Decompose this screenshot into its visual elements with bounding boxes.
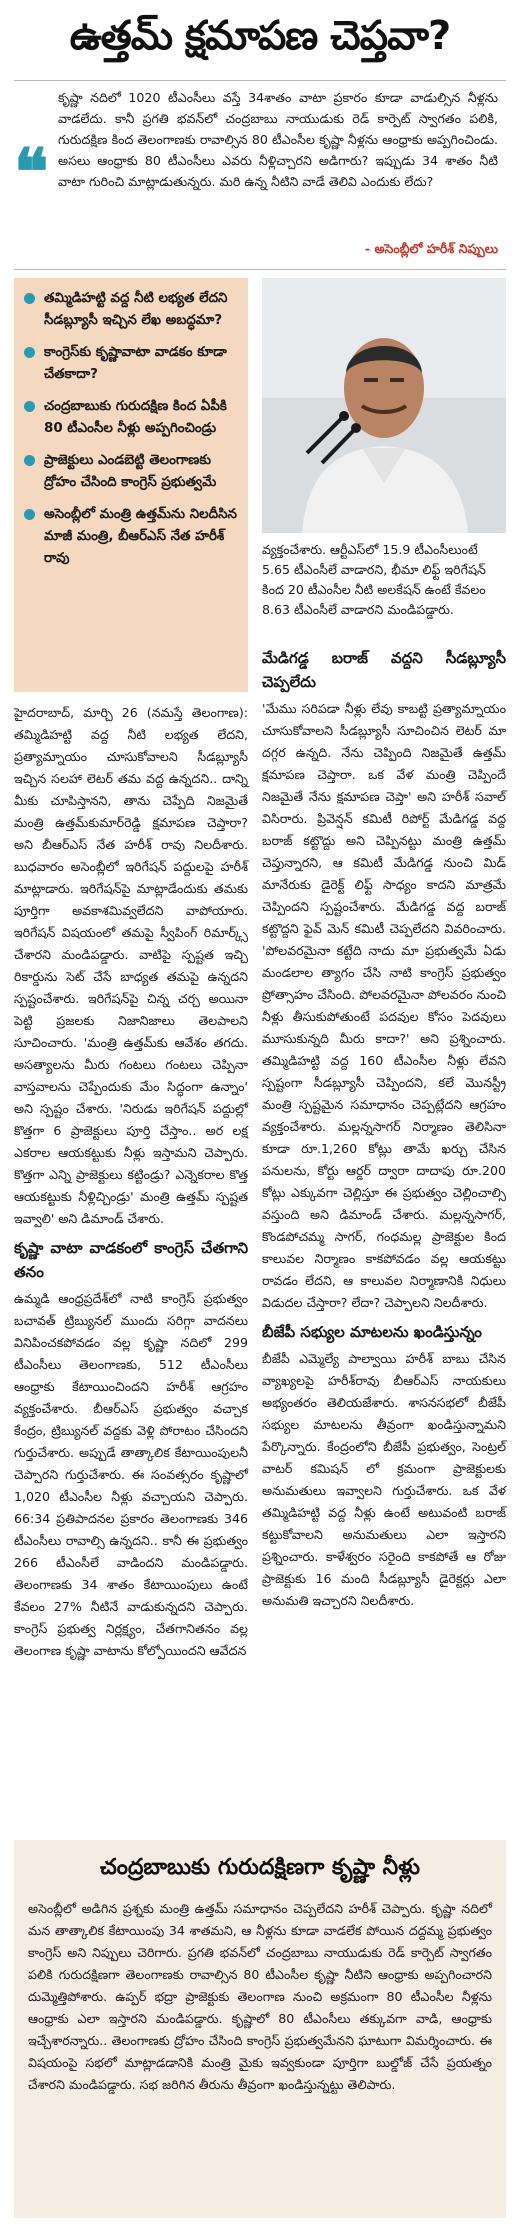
bottom-box-text: అసెంబ్లీలో అడిగిన ప్రశ్నకు మంత్రి ఉత్తమ్ సమాధానం చెప్పలేదని హరీశ్ చెప్పారు. కృష్ణా నదిలో మన తాత్కాలిక కేటాయింపు 34 శాతమని, ఆ నీళ్లను కూడా వాడలేక పోయిన దద్దమ్మ ప్రభుత్వం కాంగ్రెస్ అని నిప్పులు చెరిగారు. ప్రగతి భవన్‌లో చంద్రబాబు నాయుడుకు రెడ్ కార్పెట్ స్వాగతం పలికి గురుదక్షిణగా తెలంగాణకు రావాల్సిన 80 టీఎంసీల కృష్ణా నీటిని ఆంధ్రాకు అప్పగించారని దుమ్మెత్తిపోశారు. ఉప్పర్ భద్రా ప్రాజెక్టుకు తెలంగాణ నుంచి అక్రమంగా 80 టీఎంసీల నీళ్లను ఆంధ్రాకు ఎలా ఇస్తారని మండిపడ్డారు. కృష్ణాలో 80 టీఎంసీలు తక్కువగా వాడి, ఆంధ్రాకు ఇచ్చేశారన్నారు.. తెలంగాణకు ద్రోహం చేసింది కాంగ్రెస్ ప్రభుత్వమేనని ఘాటుగా విమర్శించారు. ఈ విషయంపై సభలో మాట్లాడడానికి మంత్రి మైకు ఇవ్వకుండా పూర్తిగా బుల్డోజ్ చేసే ప్రయత్నం చేశారని మండిపడ్డారు. సభ జరిగిన తీరును తీవ్రంగా ఖండిస్తున్నట్టు తెలిపారు. [28,1901,492,2092]
left-column [14,702,248,1662]
highlight-item [14,342,248,386]
bullet-icon [24,347,35,358]
headline: ఉత్తమ్ క్షమాపణ చెప్తవా? [69,13,451,59]
bottom-box-title: చంద్రబాబుకు గురుదక్షిణగా కృష్ణా నీళ్లు [99,1855,421,1880]
quote-attribution: - అసెంబ్లీలో హరీశ్ నిప్పులు [364,241,498,256]
highlight-item [14,288,248,332]
quote-text: కృష్ణా నదిలో 1020 టీఎంసీలు వస్తే 34శాతం వాటా ప్రకారం కూడా వాడుల్సిన నీళ్లను వాడలేదు. కానీ ప్రగతి భవన్‌లో చంద్రబాబు నాయుడుకు రెడ్ కార్పెట్ స్వాగతం పలికి, గురుదక్షిణ కింద తెలంగాణకు రావాల్సిన 80 టీఎంసీల కృష్ణా నీళ్లను ఆంధ్రాకు అప్పగించిండు. అసలు ఆంధ్రాకు 80 టీఎంసీలు ఎవరు నీళ్లిచ్చారని అడిగారు? ఇప్పుడు 34 శాతం నీటి వాటా గురించి మాట్లాడుతున్నరు. మరి ఉన్న నీటిని వాడే తెలివి ఎందుకు లేదు? [58,90,498,189]
subheading: బీజేపీ సభ్యుల మాటలను ఖండిస్తున్నం [262,1323,482,1341]
highlight-item [14,396,248,440]
highlight-item [14,504,248,570]
quote-box [14,80,506,270]
highlight-text: చంద్రబాబుకు గురుదక్షిణ కింద ఏపీకి 80 టీఎంసీల నీళ్లు అప్పగించిండ్రు [44,399,227,436]
highlight-item [14,450,248,494]
highlight-text: తమ్మిడిహట్టి వద్ద నీటి లభ్యత లేదని సీడబ్ల్యూసీ ఇచ్చిన లేఖ అబద్ధమా? [44,291,228,328]
body-paragraph: ఉమ్మడి ఆంధ్రప్రదేశ్‌లో నాటి కాంగ్రెస్ ప్రభుత్వం బచావత్ ట్రిబ్యునల్ ముందు సరిగ్గా వాదనలు వినిపించకపోవడం వల్ల కృష్ణా నదిలో 299 టీఎంసీలు తెలంగాణకు, 512 టీఎంసీలు ఆంధ్రాకు కేటాయించిందని హరీశ్ ఆగ్రహం వ్యక్తంచేశారు. బీఆర్ఎస్ ప్రభుత్వం వచ్చాక కేంద్రం, ట్రిబ్యునల్ వద్దకు వెళ్లి పోరాటం చేసిందని గుర్తుచేశారు. అప్పుడే తాత్కాలిక కేటాయింపులనీ చెప్పారని గుర్తుచేశారు. ఈ సంవత్సరం కృష్ణాలో 1,020 టీఎంసీల నీళ్లు వచ్చాయని చెప్పారు. 66:34 ప్రతిపాదనల ప్రకారం తెలంగాణకు 346 టీఎంసీలు రావాల్సి ఉన్నదని.. కానీ ఈ ప్రభుత్వం 266 టీఎంసీలే వాడిందని మండిపడ్డారు. తెలంగాణకు 34 శాతం కేటాయింపులు ఉంటే కేవలం 27% నీటినే వాడుకున్నదని చెప్పారు. కాంగ్రెస్ ప్రభుత్వ నిర్లక్ష్యం, చేతగానితనం వల్ల తెలంగాణ కృష్ణా వాటాను కోల్పోయిందని ఆవేదన [14,1291,248,1658]
speaker-photo [262,278,506,533]
bullet-icon [24,455,35,466]
subheading: మేడిగడ్డ బరాజ్ వద్దని సీడబ్ల్యూసీ చెప్పలేదు [262,649,506,691]
subheading: కృష్ణా వాటా వాడకంలో కాంగ్రెస్ చేతగాని తనం [14,1239,248,1281]
bullet-icon [24,509,35,520]
highlight-text: అసెంబ్లీలో మంత్రి ఉత్తమ్‌ను నిలదీసిన మాజీ మంత్రి, బీఆర్ఎస్ నేత హరీశ్ రావు [44,507,237,566]
bullet-icon [24,293,35,304]
right-column [262,640,506,1612]
bottom-box [14,1840,506,2218]
body-paragraph: హైదరాబాద్, మార్చి 26 (నమస్తే తెలంగాణ): తమ్మిడిహట్టి వద్ద నీటి లభ్యత లేదని, ప్రత్యామ్నాయం చూసుకోవాలని సీడబ్ల్యూసీ ఇచ్చిన సలహా లెటర్ తమ వద్ద ఉన్నదని.. దాన్ని మీకు చూపిస్తానని, తాను చెప్పేది నిజమైతే మంత్రి ఉత్తమ్‌కుమార్‌రెడ్డి క్షమాపణ చెప్తారా? అని బీఆర్ఎస్ నేత హరీశ్ రావు నిలదీశారు. బుధవారం అసెంబ్లీలో ఇరిగేషన్ పద్దులపై హరీశ్ మాట్లాడారు. ఇరిగేషన్‌పై మాట్లాడేందుకు తమకు పూర్తిగా అవకాశమివ్వలేదని వాపోయారు. ఇరిగేషన్ విషయంలో తమపై స్వీపింగ్ రిమార్క్స్ చేశారని మండిపడ్డారు. వాటిపై స్పష్టత ఇచ్చి రికార్డును సెట్ చేసే బాధ్యత తమపై ఉన్నదని స్పష్టంచేశారు. ఇరిగేషన్‌పై చిన్న చర్చ అయినా పెట్టి ప్రజలకు నిజానిజాలు తెలపాలని సూచించారు. 'మంత్రి ఉత్తమ్‌కు ఆవేశం తగదు. అసత్యాలను మీరు గంటలు గంటలు చెప్పినా వాస్తవాలను చెప్పేందుకు మేం సిద్ధంగా ఉన్నాం' అని స్పష్టం చేశారు. 'నిరుడు ఇరిగేషన్ పద్దుల్లో కొత్తగా 6 ప్రాజెక్టులు పూర్తి చేస్తాం.. అర లక్ష ఎకరాల ఆయకట్టుకు నీళ్లు ఇస్తామని చెప్పారు. కొత్తగా ఎన్ని ప్రాజెక్టులు కట్టిండ్రు? ఎన్నెకరాల కొత్త ఆయకట్టుకు నీళ్లిచ్చిండ్రు' మంత్రి ఉత్తమ్ స్పష్టత ఇవ్వాలి' అని డిమాండ్ చేశారు. [14,705,248,1226]
speaker-photo-image [262,278,506,533]
highlight-text: ప్రాజెక్టులు ఎండబెట్టి తెలంగాణకు ద్రోహం చేసింది కాంగ్రెస్ ప్రభుత్వమే [44,453,217,490]
body-paragraph: బీజేపీ ఎమ్మెల్యే పాల్వాయి హరీశ్ బాబు చేసిన వ్యాఖ్యలపై హరీశ్‌రావు బీఆర్ఎస్ నాయకులు అభ్యంతరం తెలియజేశారు. శాసనసభలో బీజేపీ సభ్యుల మాటలను తీవ్రంగా ఖండిస్తున్నామని పేర్కొన్నారు. కేంద్రంలోని బీజేపీ ప్రభుత్వం, సెంట్రల్ వాటర్ కమిషన్ లో క్రమంగా ప్రాజెక్టులకు అనుమతులు ఇవ్వాలని గుర్తుచేశారు. ఒక వేళ తమ్మిడిహట్టి వద్ద నీళ్లు ఉంటే అటువంటి బరాజ్ కట్టుకోవాలని అనుమతులు ఎలా ఇస్తారని ప్రశ్నించారు. కాళేశ్వరం సరైంది కాకపోతే ఆ రోజు ప్రాజెక్టుకు 16 మంది సీడబ్ల్యూసీ డైరెక్టర్లు ఎలా అనుమతి ఇచ్చారని నిలదీశారు. [262,1351,506,1608]
bullet-icon [24,401,35,412]
quote-mark-icon: ❝ [14,135,49,210]
highlight-text: కాంగ్రెస్‌కు కృష్ణావాటా వాడకం కూడా చేతకాదా? [44,345,227,382]
photo-caption-text: వ్యక్తంచేశారు. ఆర్టీఎస్‌లో 15.9 టీఎంసీలుంటే 5.65 టీఎంసీలే వాడారని, భీమా లిఫ్ట్ ఇరిగేషన్ కింద 20 టీఎంసీల నీటి అలకేషన్ ఉంటే కేవలం 8.63 టీఎంసీలే వాడారని మండిపడ్డారు. [262,542,486,617]
highlights-box [14,278,248,692]
body-paragraph: 'మేము సరిపడా నీళ్లు లేవు కాబట్టి ప్రత్యామ్నాయం చూసుకోవాలని సీడబ్ల్యూసీ సూచించిన లెటర్ మా దగ్గర ఉన్నది. నేను చెప్పింది నిజమైతే ఉత్తమ్ క్షమాపణ చెప్తారా. ఒక వేళ మంత్రి చెప్పిందే నిజమైతే నేను క్షమాపణ చెప్తా' అని హరీశ్ సవాల్ విసిరారు. ప్రివెన్షన్ కమిటీ రిపోర్ట్ మేడిగడ్డ వద్ద బరాజ్ కట్టొద్దు అని చెప్పినట్టు మంత్రి ఉత్తమ్ చెప్తున్నారని, ఆ కమిటీ మేడిగడ్డ నుంచి మిడ్ మానేరుకు డైరెక్ట్ లిఫ్ట్ సాధ్యం కాదని మాత్రమే చెప్పిందని స్పష్టంచేశారు. మేడిగడ్డ వద్ద బరాజ్ కట్టొద్దని ఫైవ్ మెన్ కమిటీ చెప్పలేదని వివరించారు. 'పోలవరమైనా కట్టేది నాదు మా ప్రభుత్వమే ఏడు మండలాల త్యాగం చేసి నాటి కాంగ్రెస్ ప్రభుత్వం ప్రోత్సాహం చేసింది. పోలవరమైనా పోలవరం నుంచి నీళ్లు తీసుకుపోతుంటే పదవుల కోసం పెదవులు మూసుకున్నది మీరు కాదా?' అని ప్రశ్నించారు. తమ్మిడిహట్టి వద్ద 160 టీఎంసీల నీళ్లు లేవని స్పష్టంగా సీడబ్ల్యూసీ చెప్పిందని, కలే మొనస్ట్రీ మంత్రి స్పష్టమైన సమాధానం చెప్పట్లేదని ఆగ్రహం వ్యక్తంచేశారు. మల్లన్నసాగర్ నిర్మాణం తెలిసినా కూడా రూ.1,260 కోట్లు తామే ఖర్చు చేసిన పనులను, కోర్టు ఆర్డర్ ద్వారా దాదాపు రూ.200 కోట్లు ఎక్కువగా చెల్లిస్తూ ఈ ప్రభుత్వం చెల్లించాల్సి వస్తుంది అని డిమాండ్ చేశారు. మల్లన్నసాగర్, కొండపోచమ్మ సాగర్, గంధమల్ల ప్రాజెక్టుల కింద కాలువల నిర్మాణం కాకపోవడం వల్ల ఆయకట్టు రావడం లేదని, ఆ కాలువల నిర్మాణానికి నిధులు విడుదల చేస్తారా? లేదా? చెప్పాలని నిలదీశారు. [262,701,506,1310]
